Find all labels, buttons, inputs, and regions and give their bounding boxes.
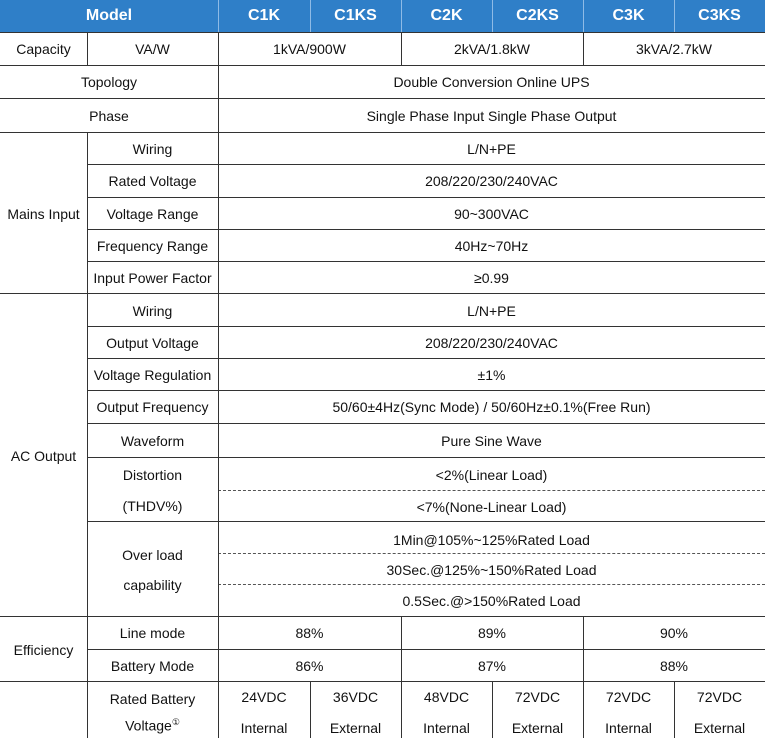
phase-label: Phase	[89, 108, 129, 124]
capacity-label: Capacity	[16, 41, 71, 57]
grid-line	[87, 261, 765, 262]
overload-label: Over load	[122, 547, 183, 563]
waveform-label: Waveform	[120, 433, 185, 449]
grid-line	[87, 649, 765, 650]
mains-wiring-label: Wiring	[132, 141, 173, 157]
distortion-label: Distortion	[122, 467, 183, 483]
grid-line	[87, 390, 765, 391]
capacity-1k: 1kVA/900W	[273, 41, 346, 57]
mains-frequency-range-label: Frequency Range	[96, 238, 209, 254]
mains-power-factor-label: Input Power Factor	[93, 270, 212, 286]
ac-output-label: AC Output	[10, 448, 77, 464]
mains-input-label: Mains Input	[7, 206, 80, 222]
line-mode-2k: 89%	[477, 625, 507, 641]
header-divider	[492, 0, 493, 32]
grid-line	[87, 457, 765, 458]
overload-value-3: 0.5Sec.@>150%Rated Load	[402, 593, 581, 609]
grid-line	[0, 32, 765, 33]
battery-mode-3k: 88%	[659, 658, 689, 674]
line-mode-label: Line mode	[119, 625, 186, 641]
header-divider	[310, 0, 311, 32]
battery-voltage-word: Voltage	[125, 717, 172, 734]
battery-voltage-c1ks: 36VDC	[332, 689, 379, 705]
distortion-linear-value: <2%(Linear Load)	[435, 467, 548, 483]
topology-label: Topology	[80, 74, 138, 90]
output-wiring-value: L/N+PE	[467, 303, 516, 319]
grid-line	[87, 423, 765, 424]
grid-line	[0, 616, 765, 617]
overload-value-2: 30Sec.@125%~150%Rated Load	[386, 562, 597, 578]
battery-voltage-label-line2	[87, 717, 218, 734]
header-divider	[218, 0, 219, 32]
battery-voltage-c3ks: 72VDC	[696, 689, 743, 705]
voltage-regulation-value: ±1%	[477, 367, 506, 383]
model-c3k: C3K	[612, 7, 645, 24]
header-divider	[583, 0, 584, 32]
grid-line	[87, 326, 765, 327]
overload-label-line2: capability	[123, 577, 182, 593]
efficiency-label: Efficiency	[13, 642, 74, 658]
battery-type-c3ks: External	[693, 720, 746, 736]
header-divider	[674, 0, 675, 32]
output-frequency-value: 50/60±4Hz(Sync Mode) / 50/60Hz±0.1%(Free Run)	[332, 399, 651, 415]
battery-voltage-c2ks: 72VDC	[514, 689, 561, 705]
grid-line	[0, 98, 765, 99]
capacity-2k: 2kVA/1.8kW	[454, 41, 530, 57]
mains-wiring-value: L/N+PE	[467, 141, 516, 157]
model-c1ks: C1KS	[334, 7, 377, 24]
topology-value: Double Conversion Online UPS	[393, 74, 590, 90]
grid-line	[87, 197, 765, 198]
voltage-regulation-label: Voltage Regulation	[93, 367, 212, 383]
mains-rated-voltage-label: Rated Voltage	[108, 173, 197, 189]
model-c1k: C1K	[247, 7, 280, 24]
mains-rated-voltage-value: 208/220/230/240VAC	[425, 173, 558, 189]
mains-voltage-range-value: 90~300VAC	[454, 206, 529, 222]
output-voltage-label: Output Voltage	[106, 335, 199, 351]
phase-value: Single Phase Input Single Phase Output	[366, 108, 617, 124]
footnote-mark: ①	[171, 717, 180, 727]
dashed-line	[218, 553, 765, 554]
battery-type-c1ks: External	[329, 720, 382, 736]
battery-type-c2ks: External	[511, 720, 564, 736]
capacity-unit: VA/W	[135, 41, 170, 57]
waveform-value: Pure Sine Wave	[441, 433, 542, 449]
output-frequency-label: Output Frequency	[96, 399, 209, 415]
model-c2k: C2K	[430, 7, 463, 24]
output-voltage-value: 208/220/230/240VAC	[425, 335, 558, 351]
overload-value-1: 1Min@105%~125%Rated Load	[393, 532, 590, 548]
mains-frequency-range-value: 40Hz~70Hz	[454, 238, 529, 254]
grid-line	[87, 521, 765, 522]
grid-line	[0, 293, 765, 294]
model-c3ks: C3KS	[698, 7, 741, 24]
distortion-label-unit: (THDV%)	[122, 498, 183, 514]
distortion-nonlinear-value: <7%(None-Linear Load)	[416, 499, 567, 515]
battery-voltage-c3k: 72VDC	[605, 689, 652, 705]
mains-voltage-range-label: Voltage Range	[106, 206, 199, 222]
grid-line	[0, 132, 765, 133]
battery-voltage-c1k: 24VDC	[241, 689, 287, 705]
dashed-line	[218, 490, 765, 491]
grid-line	[0, 681, 765, 682]
battery-mode-2k: 87%	[477, 658, 507, 674]
grid-line	[0, 65, 765, 66]
battery-voltage-c2k: 48VDC	[423, 689, 470, 705]
grid-line	[87, 358, 765, 359]
model-header: Model	[85, 7, 133, 24]
line-mode-1k: 88%	[295, 625, 324, 641]
dashed-line	[218, 584, 765, 585]
battery-type-c2k: Internal	[423, 720, 470, 736]
output-wiring-label: Wiring	[132, 303, 173, 319]
line-mode-3k: 90%	[659, 625, 689, 641]
grid-line	[87, 229, 765, 230]
battery-mode-1k: 86%	[295, 658, 324, 674]
mains-power-factor-value: ≥0.99	[474, 270, 509, 286]
battery-voltage-label: Rated Battery	[109, 691, 196, 707]
model-c2ks: C2KS	[516, 7, 559, 24]
header-divider	[401, 0, 402, 32]
battery-type-c3k: Internal	[605, 720, 652, 736]
battery-mode-label: Battery Mode	[110, 658, 195, 674]
capacity-3k: 3kVA/2.7kW	[636, 41, 712, 57]
grid-line	[87, 164, 765, 165]
battery-type-c1k: Internal	[240, 720, 288, 736]
